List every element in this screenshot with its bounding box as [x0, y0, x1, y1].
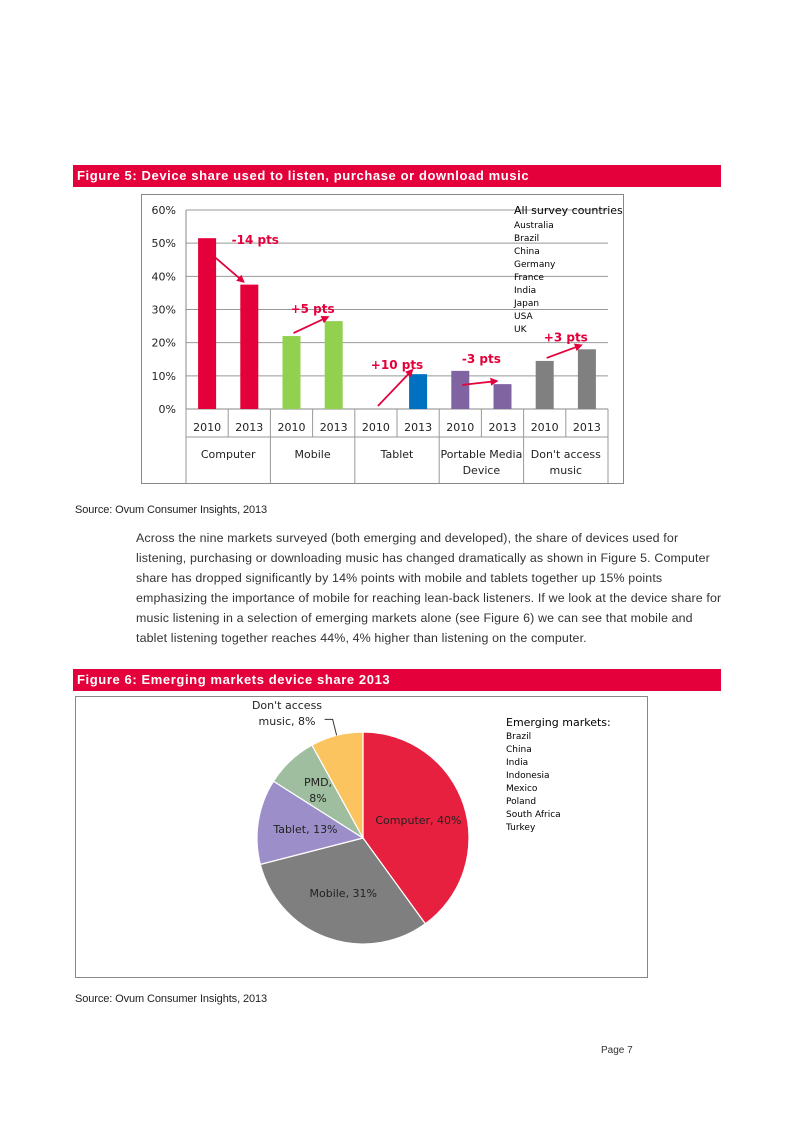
figure6-legend-item: Brazil [506, 732, 532, 742]
figure6-legend-item: India [506, 758, 529, 768]
figure5-bar-chart [142, 195, 623, 483]
x-category-label: Device [462, 464, 501, 477]
figure5-legend-item: Germany [514, 260, 556, 270]
figure6-legend-item: Indonesia [506, 771, 550, 781]
y-tick-label: 20% [151, 336, 176, 350]
bar [283, 336, 301, 409]
x-year-label: 2013 [319, 421, 348, 434]
figure6-legend-item: Mexico [506, 784, 538, 794]
figure5-legend-item: USA [514, 312, 533, 322]
figure6-source: Source: Ovum Consumer Insights, 2013 [75, 993, 268, 1005]
bar [494, 384, 512, 409]
x-category-label: Computer [200, 448, 256, 461]
x-year-label: 2013 [404, 421, 433, 434]
x-year-label: 2013 [488, 421, 517, 434]
figure5-legend-item: UK [514, 325, 527, 335]
pie-leader-line [325, 719, 337, 735]
bar [240, 285, 258, 409]
bar [536, 361, 554, 409]
x-category-label: Portable Media [440, 448, 523, 461]
change-annotation: +5 pts [290, 302, 335, 317]
page-number: Page 7 [601, 1045, 633, 1056]
figure5-legend-item: China [514, 247, 540, 257]
figure5-legend-item: Brazil [514, 234, 540, 244]
pie-label: Mobile, 31% [309, 886, 378, 900]
figure6-legend-item: China [506, 745, 532, 755]
x-year-label: 2010 [277, 421, 306, 434]
pie-label: Tablet, 13% [273, 822, 338, 836]
bar [198, 238, 216, 409]
x-category-label: Mobile [294, 448, 331, 461]
y-tick-label: 10% [151, 369, 176, 383]
change-annotation: +3 pts [543, 330, 588, 345]
x-category-label: Don't access [530, 448, 601, 461]
x-year-label: 2013 [572, 421, 601, 434]
y-tick-label: 30% [151, 303, 176, 317]
figure6-legend-title: Emerging markets: [506, 716, 611, 729]
figure5-legend-item: Japan [514, 299, 540, 309]
change-arrow [294, 317, 328, 333]
y-tick-label: 60% [151, 204, 176, 217]
pie-label: 8% [309, 792, 327, 806]
figure5-legend-item: Australia [514, 221, 554, 231]
figure5-legend-title: All survey countries [514, 204, 623, 217]
y-tick-label: 0% [158, 403, 176, 416]
figure5-header: Figure 5: Device share used to listen, purchase or download music [73, 165, 721, 187]
figure6-legend-item: Turkey [506, 823, 536, 833]
x-year-label: 2013 [235, 421, 264, 434]
pie-label: Don't access [251, 699, 323, 712]
figure5-legend-item: France [514, 273, 544, 283]
y-tick-label: 50% [151, 237, 176, 251]
figure6-legend-item: South Africa [506, 810, 561, 820]
pie-label: Computer, 40% [375, 813, 462, 827]
x-year-label: 2010 [446, 421, 475, 434]
change-annotation: -3 pts [461, 351, 501, 366]
x-year-label: 2010 [530, 421, 559, 434]
y-tick-label: 40% [151, 270, 176, 284]
bar [451, 371, 469, 409]
change-annotation: -14 pts [231, 233, 279, 248]
pie-label: music, 8% [258, 715, 316, 728]
figure5-legend-item: India [514, 286, 537, 296]
bar [409, 374, 427, 409]
figure5-source: Source: Ovum Consumer Insights, 2013 [75, 504, 268, 516]
bar [578, 349, 596, 409]
figure6-header: Figure 6: Emerging markets device share 2013 [73, 669, 721, 691]
x-year-label: 2010 [193, 421, 222, 434]
figure6-legend-item: Poland [506, 797, 537, 807]
x-category-label: Tablet [380, 448, 414, 461]
figure6-pie-chart [76, 697, 647, 977]
figure6-chart-frame [75, 696, 648, 978]
body-paragraph: Across the nine markets surveyed (both emerging and developed), the share of devices used for listening, purchasing or downloading music has changed dramatically as shown in Figure 5. Computer share has dropped significantly by 14% points with mobile and tablets together up 15% points emphasizing the importance of mobile for reaching lean-back listeners. If we look at the device share for music listening in a selection of emerging markets alone (see Figure 6) we can see that mobile and tablet listening together reaches 44%, 4% higher than listening on the computer. [136, 531, 722, 645]
change-arrow [547, 345, 581, 358]
x-category-label: music [549, 464, 583, 477]
figure5-chart-frame [141, 194, 624, 484]
pie-label: PMD, [303, 776, 333, 790]
x-year-label: 2010 [361, 421, 390, 434]
bar [325, 321, 343, 409]
change-annotation: +10 pts [370, 358, 424, 373]
